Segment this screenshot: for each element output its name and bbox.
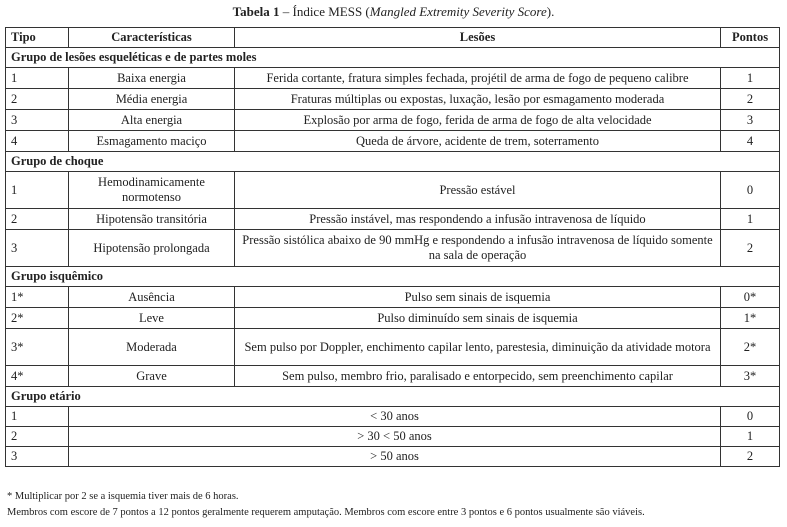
cell-lesao: > 30 < 50 anos — [69, 427, 721, 447]
cell-tipo: 3* — [6, 329, 69, 366]
header-row — [6, 28, 780, 48]
cell-lesao: Ferida cortante, fratura simples fechada, projétil de arma de fogo de pequeno calibre — [235, 68, 721, 89]
caption-label: Tabela 1 — [232, 4, 280, 19]
header-lesoes: Lesões — [235, 28, 721, 48]
cell-caracteristica: Baixa energia — [69, 68, 235, 89]
cell-caracteristica: Ausência — [69, 287, 235, 308]
group-row — [6, 387, 780, 407]
group-title: Grupo de lesões esqueléticas e de partes moles — [6, 48, 780, 68]
group-title: Grupo de choque — [6, 152, 780, 172]
cell-lesao: Pressão instável, mas respondendo a infusão intravenosa de líquido — [235, 209, 721, 230]
cell-tipo: 1 — [6, 407, 69, 427]
cell-tipo: 1 — [6, 68, 69, 89]
group-title: Grupo isquêmico — [6, 267, 780, 287]
cell-pontos: 3* — [721, 366, 780, 387]
cell-lesao: Pulso sem sinais de isquemia — [235, 287, 721, 308]
cell-tipo: 2 — [6, 427, 69, 447]
cell-tipo: 3 — [6, 230, 69, 267]
table-row — [6, 427, 780, 447]
cell-pontos: 4 — [721, 131, 780, 152]
cell-caracteristica: Grave — [69, 366, 235, 387]
cell-lesao: Sem pulso por Doppler, enchimento capilar lento, parestesia, diminuição da atividade motora — [235, 329, 721, 366]
cell-caracteristica: Alta energia — [69, 110, 235, 131]
cell-caracteristica: Hipotensão prolongada — [69, 230, 235, 267]
cell-pontos: 2 — [721, 230, 780, 267]
table-row — [6, 89, 780, 110]
table-caption — [0, 4, 787, 20]
cell-lesao: Pressão estável — [235, 172, 721, 209]
cell-pontos: 2 — [721, 89, 780, 110]
cell-pontos: 2* — [721, 329, 780, 366]
table-row — [6, 308, 780, 329]
cell-lesao: < 30 anos — [69, 407, 721, 427]
caption-end: ). — [546, 4, 555, 19]
table-row — [6, 329, 780, 366]
cell-pontos: 0 — [721, 407, 780, 427]
table-row — [6, 110, 780, 131]
cell-pontos: 3 — [721, 110, 780, 131]
cell-lesao: > 50 anos — [69, 447, 721, 467]
group-row — [6, 152, 780, 172]
cell-caracteristica: Hemodinamicamente normotenso — [69, 172, 235, 209]
cell-pontos: 1 — [721, 427, 780, 447]
cell-pontos: 2 — [721, 447, 780, 467]
table-row — [6, 447, 780, 467]
cell-tipo: 1 — [6, 172, 69, 209]
table-row — [6, 172, 780, 209]
cell-tipo: 4 — [6, 131, 69, 152]
table-row — [6, 407, 780, 427]
cell-caracteristica: Esmagamento maciço — [69, 131, 235, 152]
group-row — [6, 48, 780, 68]
cell-tipo: 2* — [6, 308, 69, 329]
cell-pontos: 0* — [721, 287, 780, 308]
caption-italic: Mangled Extremity Severity Score — [369, 4, 547, 19]
cell-tipo: 2 — [6, 89, 69, 110]
table-row — [6, 287, 780, 308]
mess-table — [5, 27, 780, 467]
cell-tipo: 3 — [6, 447, 69, 467]
cell-pontos: 1* — [721, 308, 780, 329]
cell-tipo: 1* — [6, 287, 69, 308]
cell-caracteristica: Moderada — [69, 329, 235, 366]
footnote-asterisk: * Multiplicar por 2 se a isquemia tiver mais de 6 horas. — [7, 491, 239, 502]
cell-tipo: 3 — [6, 110, 69, 131]
cell-caracteristica: Média energia — [69, 89, 235, 110]
cell-tipo: 4* — [6, 366, 69, 387]
cell-pontos: 1 — [721, 209, 780, 230]
caption-text: – Índice MESS ( — [279, 4, 370, 19]
cell-caracteristica: Hipotensão transitória — [69, 209, 235, 230]
cell-lesao: Pressão sistólica abaixo de 90 mmHg e respondendo a infusão intravenosa de líquido somente na sala de operação — [235, 230, 721, 267]
cell-caracteristica: Leve — [69, 308, 235, 329]
cell-tipo: 2 — [6, 209, 69, 230]
table-row — [6, 131, 780, 152]
cell-lesao: Explosão por arma de fogo, ferida de arma de fogo de alta velocidade — [235, 110, 721, 131]
table-row — [6, 209, 780, 230]
header-caracteristicas: Características — [69, 28, 235, 48]
header-tipo: Tipo — [6, 28, 69, 48]
group-title: Grupo etário — [6, 387, 780, 407]
header-pontos: Pontos — [721, 28, 780, 48]
cell-lesao: Fraturas múltiplas ou expostas, luxação, lesão por esmagamento moderada — [235, 89, 721, 110]
cell-lesao: Sem pulso, membro frio, paralisado e entorpecido, sem preenchimento capilar — [235, 366, 721, 387]
cell-pontos: 1 — [721, 68, 780, 89]
cell-pontos: 0 — [721, 172, 780, 209]
table-row — [6, 366, 780, 387]
table-row — [6, 230, 780, 267]
footnote-note: Membros com escore de 7 pontos a 12 pontos geralmente requerem amputação. Membros com escore entre 3 pontos e 6 pontos usualmente são viáveis. — [7, 507, 645, 518]
cell-lesao: Pulso diminuído sem sinais de isquemia — [235, 308, 721, 329]
group-row — [6, 267, 780, 287]
table-row — [6, 68, 780, 89]
cell-lesao: Queda de árvore, acidente de trem, soterramento — [235, 131, 721, 152]
